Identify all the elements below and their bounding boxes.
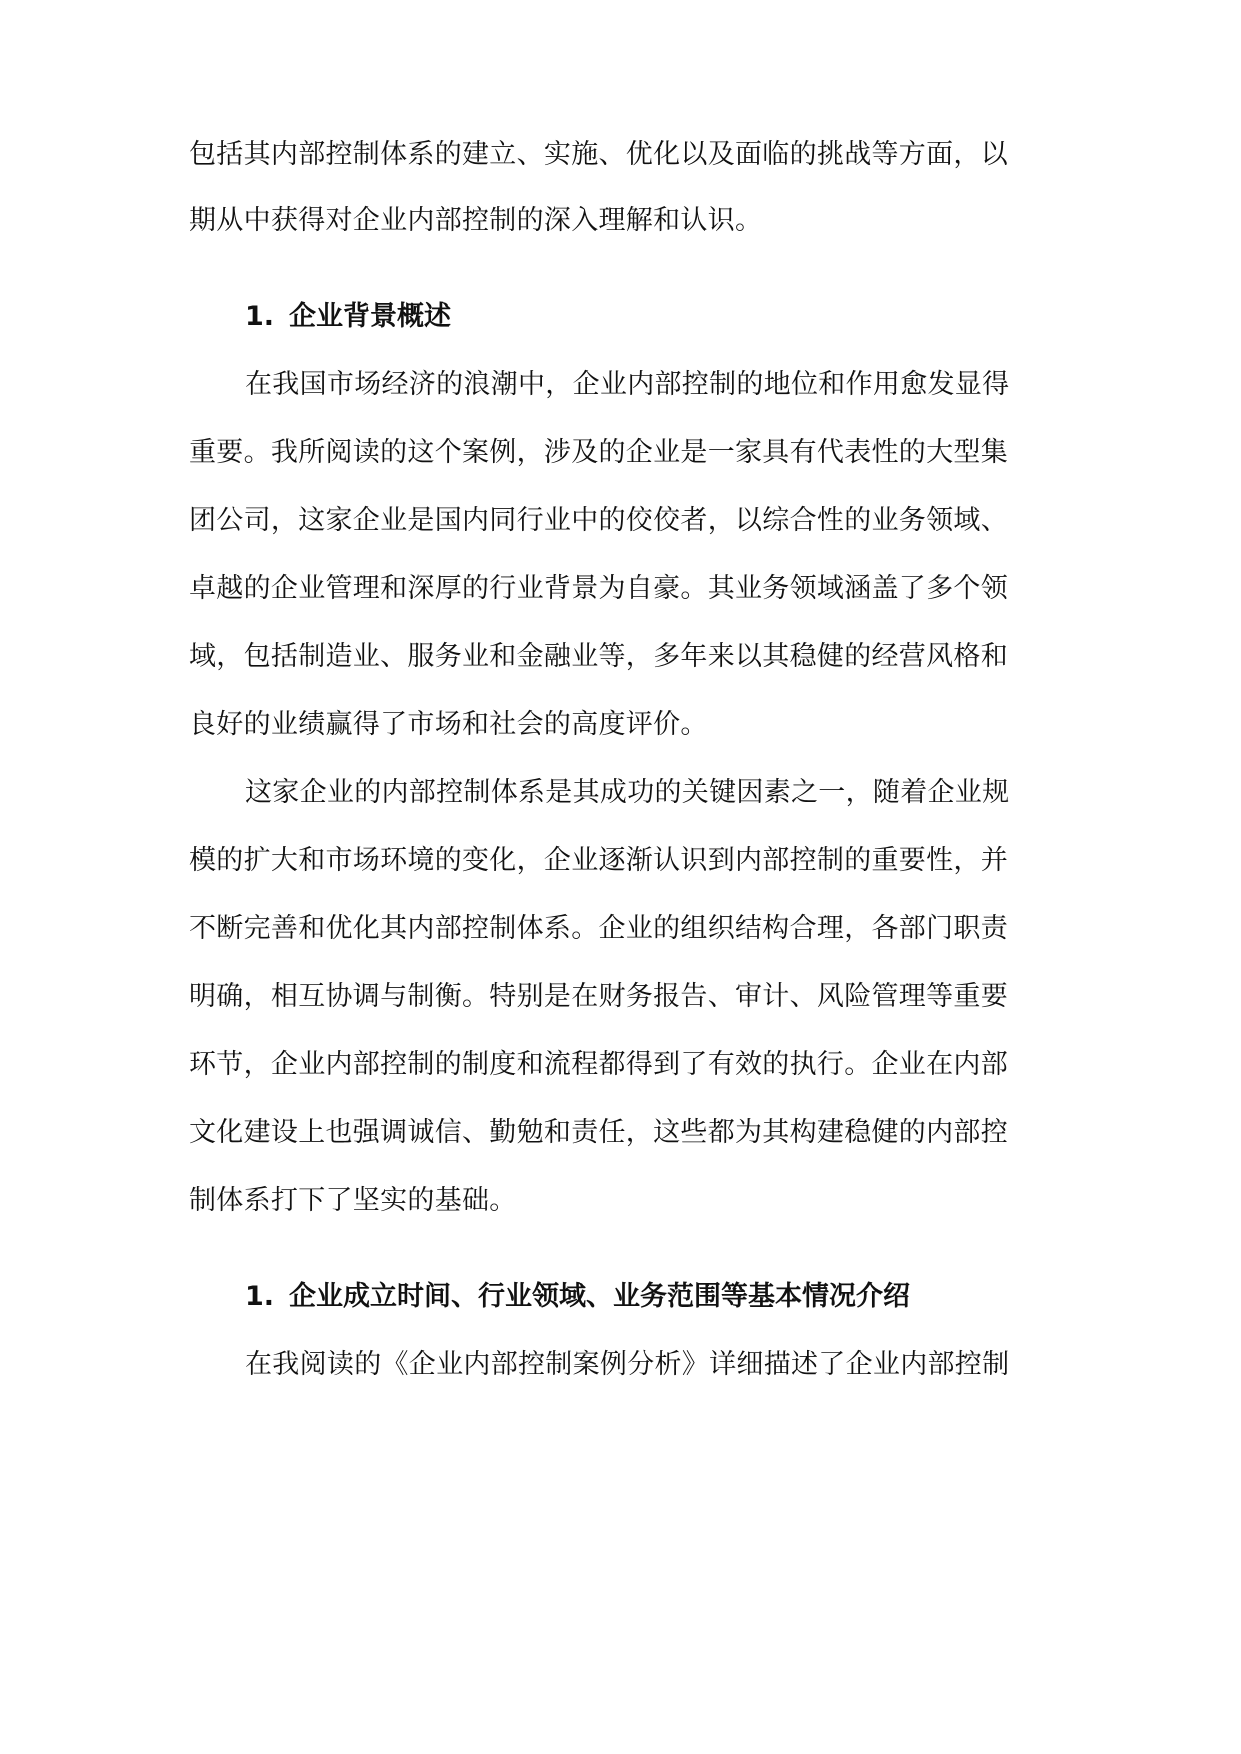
paragraph-1-line-2: 重要。我所阅读的这个案例，涉及的企业是一家具有代表性的大型集 — [189, 437, 1008, 468]
paragraph-2-line-3: 不断完善和优化其内部控制体系。企业的组织结构合理，各部门职责 — [189, 913, 1008, 944]
paragraph-3-line-1: 在我阅读的《企业内部控制案例分析》详细描述了企业内部控制 — [245, 1349, 1010, 1380]
paragraph-2-line-7: 制体系打下了坚实的基础。 — [189, 1185, 517, 1216]
section-title: 企业背景概述 — [289, 301, 451, 332]
section-number: 1. — [245, 301, 275, 332]
paragraph-2-line-5: 环节，企业内部控制的制度和流程都得到了有效的执行。企业在内部 — [189, 1049, 1008, 1080]
paragraph-2-line-1: 这家企业的内部控制体系是其成功的关键因素之一，随着企业规 — [245, 777, 1010, 808]
section-heading-background — [245, 300, 451, 334]
intro-line-2: 期从中获得对企业内部控制的深入理解和认识。 — [189, 205, 763, 236]
paragraph-2-line-2: 模的扩大和市场环境的变化，企业逐渐认识到内部控制的重要性，并 — [189, 845, 1008, 876]
paragraph-2-line-4: 明确，相互协调与制衡。特别是在财务报告、审计、风险管理等重要 — [189, 981, 1008, 1012]
paragraph-1-line-5: 域，包括制造业、服务业和金融业等，多年来以其稳健的经营风格和 — [189, 641, 1008, 672]
paragraph-1-line-6: 良好的业绩赢得了市场和社会的高度评价。 — [189, 709, 708, 740]
section-title: 企业成立时间、行业领域、业务范围等基本情况介绍 — [289, 1281, 910, 1312]
paragraph-1-line-4: 卓越的企业管理和深厚的行业背景为自豪。其业务领域涵盖了多个领 — [189, 573, 1008, 604]
intro-line-1: 包括其内部控制体系的建立、实施、优化以及面临的挑战等方面，以 — [189, 139, 1008, 170]
section-heading-basic-info — [245, 1280, 910, 1314]
paragraph-2-line-6: 文化建设上也强调诚信、勤勉和责任，这些都为其构建稳健的内部控 — [189, 1117, 1008, 1148]
paragraph-1-line-3: 团公司，这家企业是国内同行业中的佼佼者，以综合性的业务领域、 — [189, 505, 1008, 536]
paragraph-1-line-1: 在我国市场经济的浪潮中，企业内部控制的地位和作用愈发显得 — [245, 369, 1010, 400]
section-number: 1. — [245, 1281, 275, 1312]
